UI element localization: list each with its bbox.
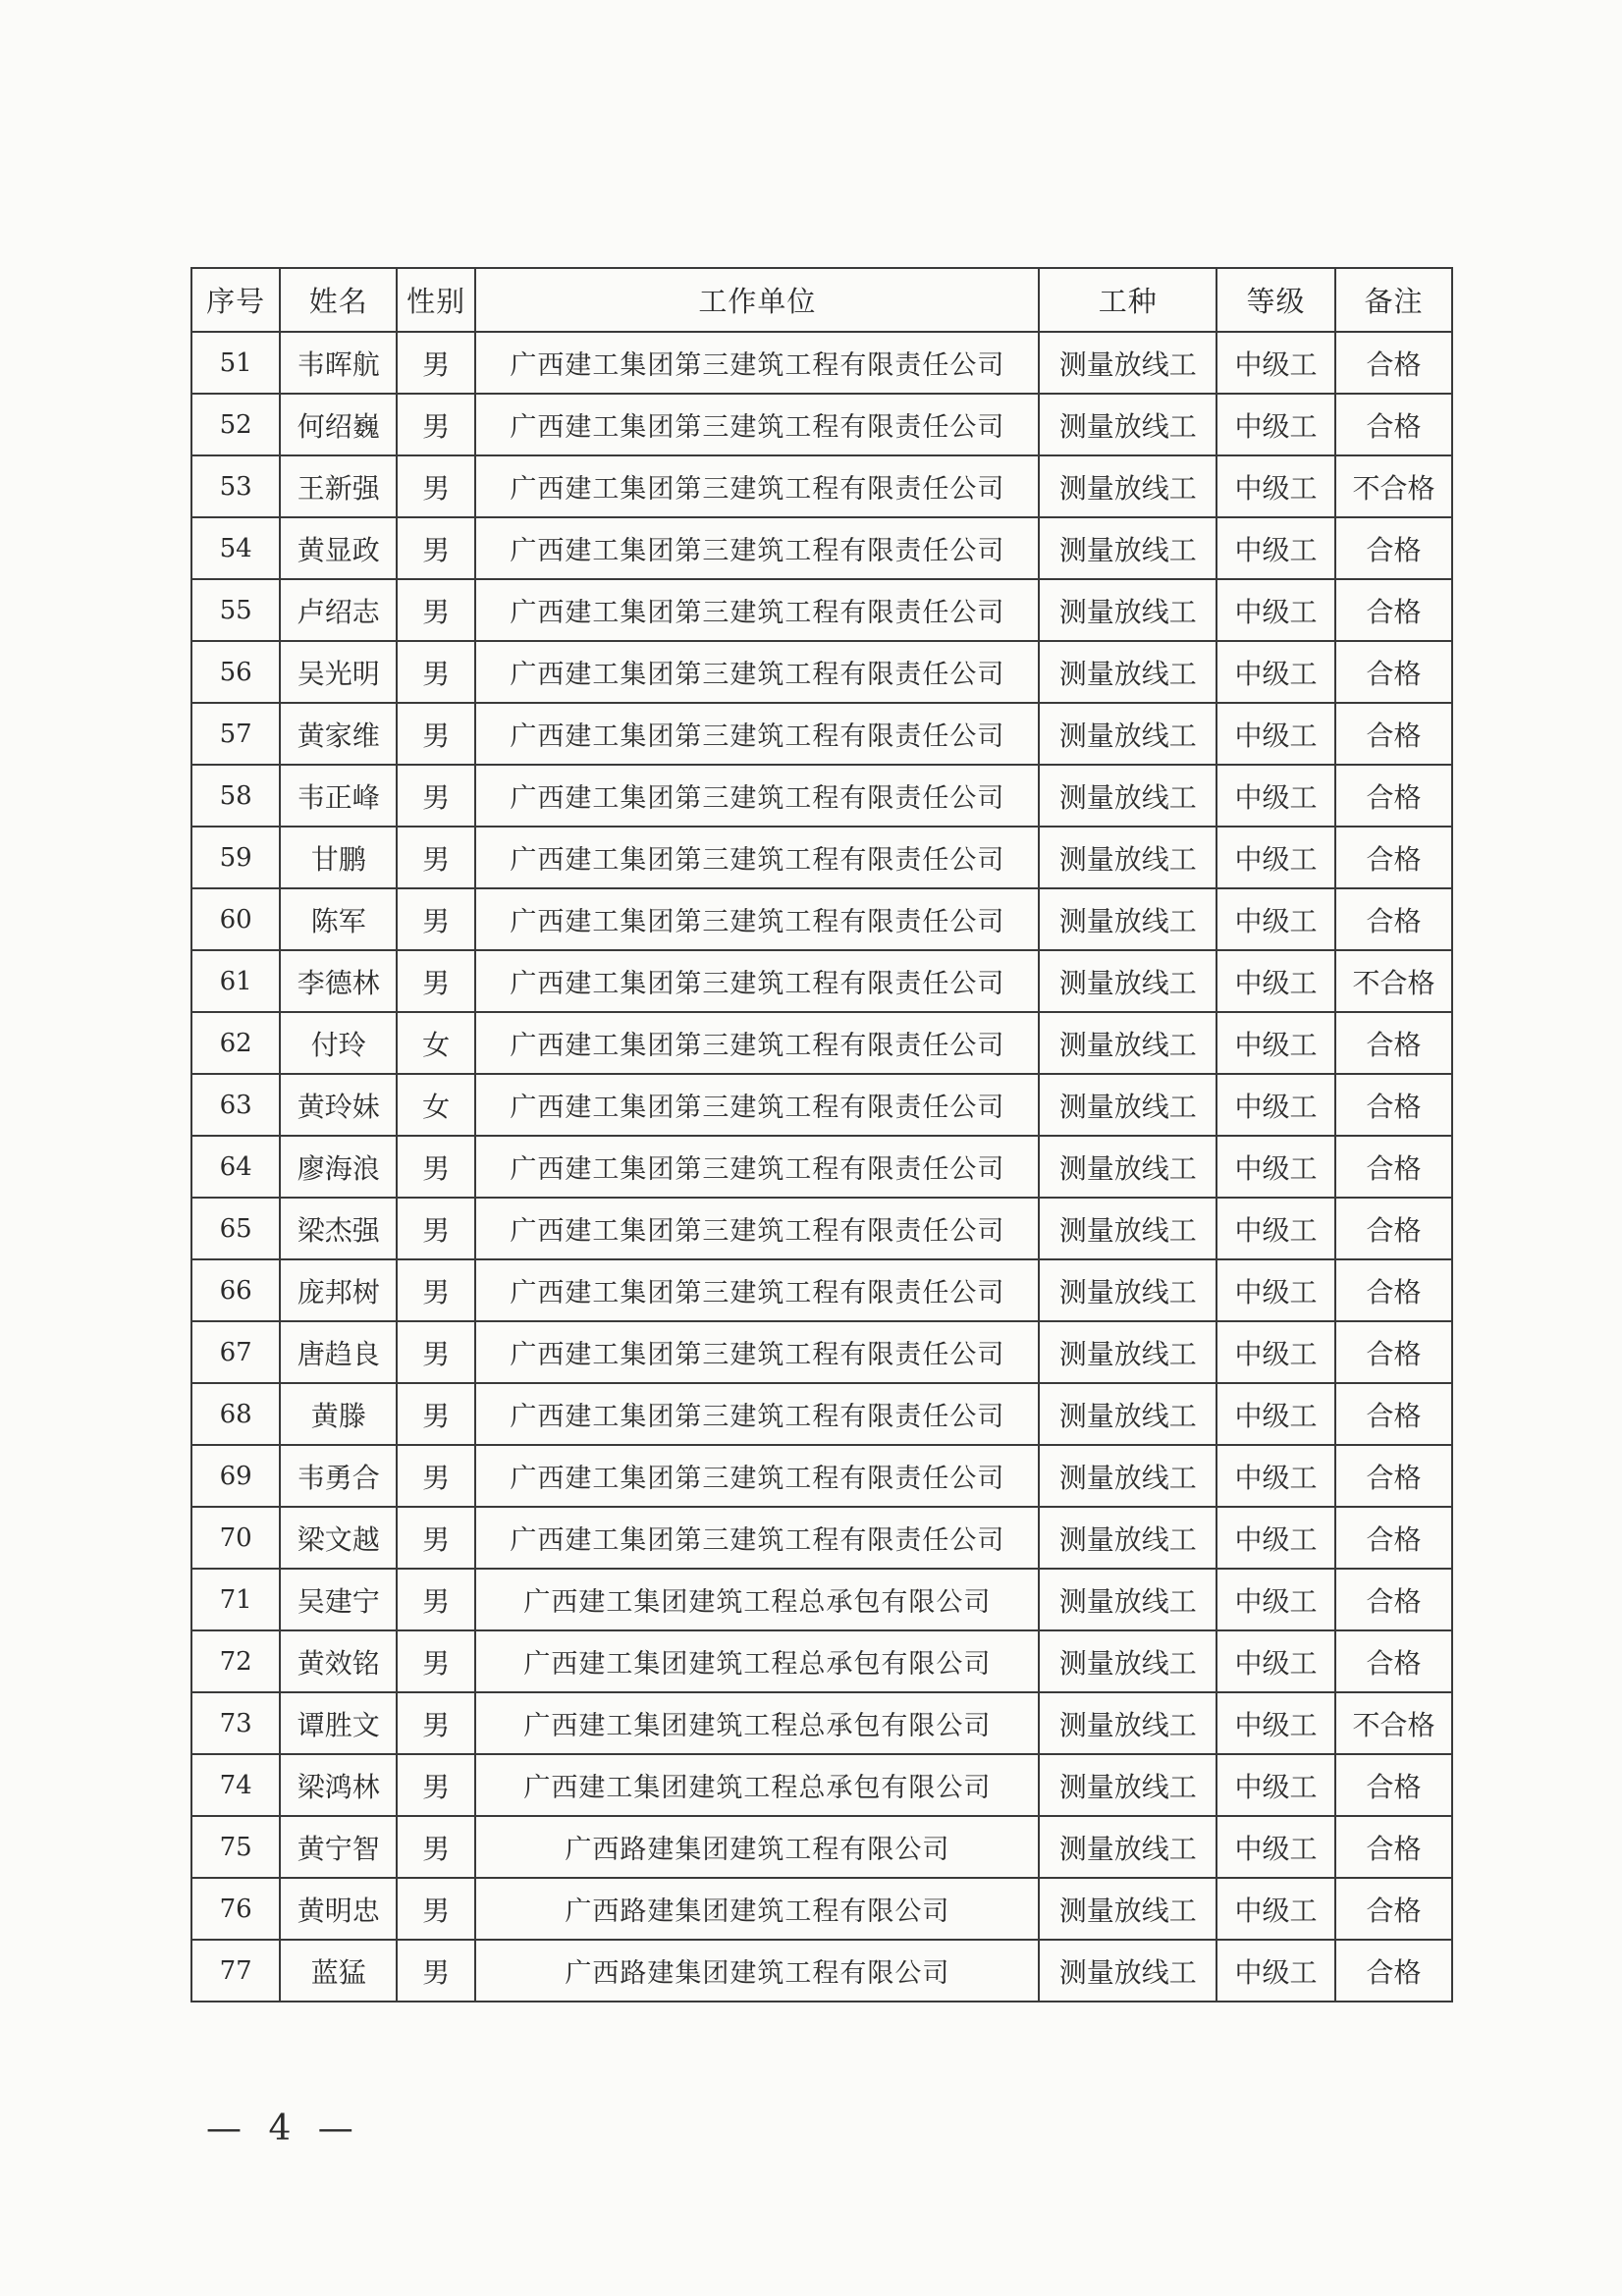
cell-remarks: 不合格 <box>1335 455 1452 517</box>
cell-remarks: 合格 <box>1335 1259 1452 1321</box>
cell-serial: 56 <box>191 641 280 703</box>
cell-gender: 男 <box>397 332 475 394</box>
cell-trade: 测量放线工 <box>1039 1878 1216 1940</box>
cell-name: 黄明忠 <box>280 1878 397 1940</box>
cell-level: 中级工 <box>1216 827 1335 888</box>
table-row <box>191 765 1452 827</box>
cell-employer: 广西建工集团第三建筑工程有限责任公司 <box>475 888 1039 950</box>
cell-trade: 测量放线工 <box>1039 1754 1216 1816</box>
cell-trade: 测量放线工 <box>1039 950 1216 1012</box>
cell-serial: 69 <box>191 1445 280 1507</box>
cell-gender: 男 <box>397 1878 475 1940</box>
cell-remarks: 合格 <box>1335 517 1452 579</box>
cell-employer: 广西建工集团第三建筑工程有限责任公司 <box>475 1507 1039 1569</box>
cell-serial: 52 <box>191 394 280 455</box>
cell-trade: 测量放线工 <box>1039 1321 1216 1383</box>
cell-employer: 广西建工集团第三建筑工程有限责任公司 <box>475 1259 1039 1321</box>
cell-remarks: 合格 <box>1335 827 1452 888</box>
cell-gender: 男 <box>397 827 475 888</box>
cell-level: 中级工 <box>1216 332 1335 394</box>
table-row <box>191 1198 1452 1259</box>
cell-gender: 男 <box>397 394 475 455</box>
cell-trade: 测量放线工 <box>1039 1630 1216 1692</box>
cell-gender: 男 <box>397 455 475 517</box>
cell-employer: 广西路建集团建筑工程有限公司 <box>475 1940 1039 2002</box>
header-name: 姓名 <box>280 268 397 332</box>
table-row <box>191 1816 1452 1878</box>
cell-serial: 77 <box>191 1940 280 2002</box>
cell-name: 何绍巍 <box>280 394 397 455</box>
table-row <box>191 1321 1452 1383</box>
cell-gender: 男 <box>397 1940 475 2002</box>
header-gender: 性别 <box>397 268 475 332</box>
cell-trade: 测量放线工 <box>1039 517 1216 579</box>
cell-gender: 男 <box>397 1816 475 1878</box>
cell-employer: 广西建工集团第三建筑工程有限责任公司 <box>475 1445 1039 1507</box>
cell-level: 中级工 <box>1216 1630 1335 1692</box>
cell-employer: 广西建工集团第三建筑工程有限责任公司 <box>475 765 1039 827</box>
cell-serial: 53 <box>191 455 280 517</box>
cell-serial: 60 <box>191 888 280 950</box>
cell-gender: 男 <box>397 1507 475 1569</box>
cell-trade: 测量放线工 <box>1039 1816 1216 1878</box>
cell-name: 韦正峰 <box>280 765 397 827</box>
cell-gender: 男 <box>397 1198 475 1259</box>
cell-serial: 70 <box>191 1507 280 1569</box>
header-trade: 工种 <box>1039 268 1216 332</box>
cell-name: 付玲 <box>280 1012 397 1074</box>
cell-trade: 测量放线工 <box>1039 1445 1216 1507</box>
cell-serial: 57 <box>191 703 280 765</box>
personnel-table <box>190 267 1453 2002</box>
cell-remarks: 不合格 <box>1335 950 1452 1012</box>
cell-serial: 65 <box>191 1198 280 1259</box>
cell-serial: 71 <box>191 1569 280 1630</box>
cell-trade: 测量放线工 <box>1039 1692 1216 1754</box>
cell-trade: 测量放线工 <box>1039 1198 1216 1259</box>
cell-gender: 男 <box>397 1259 475 1321</box>
table-header-row <box>191 268 1452 332</box>
cell-gender: 男 <box>397 579 475 641</box>
cell-level: 中级工 <box>1216 703 1335 765</box>
cell-remarks: 合格 <box>1335 1878 1452 1940</box>
cell-remarks: 合格 <box>1335 1507 1452 1569</box>
cell-gender: 男 <box>397 1136 475 1198</box>
cell-remarks: 合格 <box>1335 1383 1452 1445</box>
cell-name: 韦晖航 <box>280 332 397 394</box>
table-row <box>191 1940 1452 2002</box>
table-row <box>191 1630 1452 1692</box>
header-level: 等级 <box>1216 268 1335 332</box>
cell-trade: 测量放线工 <box>1039 827 1216 888</box>
cell-level: 中级工 <box>1216 641 1335 703</box>
cell-level: 中级工 <box>1216 394 1335 455</box>
cell-employer: 广西建工集团第三建筑工程有限责任公司 <box>475 1136 1039 1198</box>
cell-remarks: 合格 <box>1335 1321 1452 1383</box>
cell-employer: 广西建工集团建筑工程总承包有限公司 <box>475 1692 1039 1754</box>
cell-remarks: 合格 <box>1335 394 1452 455</box>
cell-level: 中级工 <box>1216 888 1335 950</box>
cell-trade: 测量放线工 <box>1039 394 1216 455</box>
table-row <box>191 1383 1452 1445</box>
cell-level: 中级工 <box>1216 1198 1335 1259</box>
cell-name: 韦勇合 <box>280 1445 397 1507</box>
cell-gender: 男 <box>397 1569 475 1630</box>
cell-employer: 广西建工集团第三建筑工程有限责任公司 <box>475 641 1039 703</box>
cell-serial: 62 <box>191 1012 280 1074</box>
cell-gender: 男 <box>397 1630 475 1692</box>
cell-level: 中级工 <box>1216 1321 1335 1383</box>
cell-gender: 男 <box>397 950 475 1012</box>
cell-employer: 广西建工集团第三建筑工程有限责任公司 <box>475 579 1039 641</box>
cell-remarks: 合格 <box>1335 1445 1452 1507</box>
cell-serial: 75 <box>191 1816 280 1878</box>
table-row <box>191 641 1452 703</box>
cell-gender: 男 <box>397 1692 475 1754</box>
cell-name: 李德林 <box>280 950 397 1012</box>
table-body <box>191 332 1452 2002</box>
cell-remarks: 合格 <box>1335 765 1452 827</box>
cell-remarks: 合格 <box>1335 1074 1452 1136</box>
cell-serial: 76 <box>191 1878 280 1940</box>
cell-gender: 女 <box>397 1074 475 1136</box>
cell-name: 梁鸿林 <box>280 1754 397 1816</box>
table-row <box>191 1692 1452 1754</box>
header-employer: 工作单位 <box>475 268 1039 332</box>
cell-employer: 广西建工集团建筑工程总承包有限公司 <box>475 1754 1039 1816</box>
cell-level: 中级工 <box>1216 1445 1335 1507</box>
cell-remarks: 合格 <box>1335 1754 1452 1816</box>
table-row <box>191 455 1452 517</box>
cell-name: 吴建宁 <box>280 1569 397 1630</box>
cell-employer: 广西建工集团第三建筑工程有限责任公司 <box>475 455 1039 517</box>
cell-remarks: 合格 <box>1335 332 1452 394</box>
cell-level: 中级工 <box>1216 579 1335 641</box>
cell-remarks: 合格 <box>1335 641 1452 703</box>
cell-level: 中级工 <box>1216 1507 1335 1569</box>
cell-trade: 测量放线工 <box>1039 1074 1216 1136</box>
cell-name: 黄宁智 <box>280 1816 397 1878</box>
cell-name: 黄家维 <box>280 703 397 765</box>
cell-gender: 男 <box>397 517 475 579</box>
cell-remarks: 不合格 <box>1335 1692 1452 1754</box>
cell-employer: 广西建工集团第三建筑工程有限责任公司 <box>475 827 1039 888</box>
cell-remarks: 合格 <box>1335 1816 1452 1878</box>
cell-gender: 男 <box>397 1445 475 1507</box>
cell-trade: 测量放线工 <box>1039 1259 1216 1321</box>
cell-employer: 广西建工集团第三建筑工程有限责任公司 <box>475 332 1039 394</box>
cell-trade: 测量放线工 <box>1039 332 1216 394</box>
cell-remarks: 合格 <box>1335 888 1452 950</box>
table-row <box>191 1259 1452 1321</box>
cell-trade: 测量放线工 <box>1039 1507 1216 1569</box>
cell-trade: 测量放线工 <box>1039 455 1216 517</box>
cell-remarks: 合格 <box>1335 1136 1452 1198</box>
cell-serial: 58 <box>191 765 280 827</box>
cell-employer: 广西建工集团第三建筑工程有限责任公司 <box>475 394 1039 455</box>
cell-name: 黄玲妹 <box>280 1074 397 1136</box>
cell-trade: 测量放线工 <box>1039 579 1216 641</box>
table-row <box>191 1754 1452 1816</box>
cell-remarks: 合格 <box>1335 1940 1452 2002</box>
cell-gender: 男 <box>397 703 475 765</box>
cell-employer: 广西建工集团建筑工程总承包有限公司 <box>475 1569 1039 1630</box>
cell-serial: 72 <box>191 1630 280 1692</box>
table-row <box>191 579 1452 641</box>
cell-serial: 55 <box>191 579 280 641</box>
cell-level: 中级工 <box>1216 765 1335 827</box>
cell-trade: 测量放线工 <box>1039 765 1216 827</box>
cell-name: 王新强 <box>280 455 397 517</box>
cell-name: 梁杰强 <box>280 1198 397 1259</box>
cell-level: 中级工 <box>1216 455 1335 517</box>
cell-gender: 男 <box>397 888 475 950</box>
cell-serial: 51 <box>191 332 280 394</box>
cell-name: 蓝猛 <box>280 1940 397 2002</box>
cell-gender: 女 <box>397 1012 475 1074</box>
cell-serial: 67 <box>191 1321 280 1383</box>
cell-employer: 广西路建集团建筑工程有限公司 <box>475 1878 1039 1940</box>
cell-level: 中级工 <box>1216 1878 1335 1940</box>
cell-name: 甘鹏 <box>280 827 397 888</box>
cell-trade: 测量放线工 <box>1039 1136 1216 1198</box>
cell-name: 庞邦树 <box>280 1259 397 1321</box>
table-row <box>191 1445 1452 1507</box>
table-row <box>191 394 1452 455</box>
cell-name: 梁文越 <box>280 1507 397 1569</box>
cell-trade: 测量放线工 <box>1039 888 1216 950</box>
cell-employer: 广西建工集团第三建筑工程有限责任公司 <box>475 1074 1039 1136</box>
page-number: — 4 — <box>206 2109 361 2149</box>
cell-gender: 男 <box>397 1321 475 1383</box>
cell-gender: 男 <box>397 1754 475 1816</box>
header-serial: 序号 <box>191 268 280 332</box>
cell-trade: 测量放线工 <box>1039 1383 1216 1445</box>
cell-employer: 广西建工集团第三建筑工程有限责任公司 <box>475 1198 1039 1259</box>
cell-level: 中级工 <box>1216 1692 1335 1754</box>
cell-level: 中级工 <box>1216 1940 1335 2002</box>
cell-employer: 广西建工集团第三建筑工程有限责任公司 <box>475 1321 1039 1383</box>
cell-name: 黄显政 <box>280 517 397 579</box>
table-row <box>191 1136 1452 1198</box>
cell-name: 吴光明 <box>280 641 397 703</box>
cell-remarks: 合格 <box>1335 1012 1452 1074</box>
cell-employer: 广西建工集团第三建筑工程有限责任公司 <box>475 1383 1039 1445</box>
cell-level: 中级工 <box>1216 1259 1335 1321</box>
table-row <box>191 1074 1452 1136</box>
cell-employer: 广西路建集团建筑工程有限公司 <box>475 1816 1039 1878</box>
cell-serial: 63 <box>191 1074 280 1136</box>
cell-name: 卢绍志 <box>280 579 397 641</box>
cell-trade: 测量放线工 <box>1039 641 1216 703</box>
cell-serial: 66 <box>191 1259 280 1321</box>
cell-name: 黄滕 <box>280 1383 397 1445</box>
cell-trade: 测量放线工 <box>1039 703 1216 765</box>
cell-name: 唐趋良 <box>280 1321 397 1383</box>
cell-level: 中级工 <box>1216 1012 1335 1074</box>
cell-trade: 测量放线工 <box>1039 1012 1216 1074</box>
cell-employer: 广西建工集团第三建筑工程有限责任公司 <box>475 1012 1039 1074</box>
cell-serial: 73 <box>191 1692 280 1754</box>
table-row <box>191 703 1452 765</box>
cell-employer: 广西建工集团建筑工程总承包有限公司 <box>475 1630 1039 1692</box>
cell-level: 中级工 <box>1216 1569 1335 1630</box>
cell-trade: 测量放线工 <box>1039 1569 1216 1630</box>
cell-serial: 54 <box>191 517 280 579</box>
cell-level: 中级工 <box>1216 1383 1335 1445</box>
cell-trade: 测量放线工 <box>1039 1940 1216 2002</box>
cell-name: 廖海浪 <box>280 1136 397 1198</box>
cell-remarks: 合格 <box>1335 703 1452 765</box>
cell-name: 谭胜文 <box>280 1692 397 1754</box>
table-row <box>191 1012 1452 1074</box>
cell-employer: 广西建工集团第三建筑工程有限责任公司 <box>475 517 1039 579</box>
cell-name: 黄效铭 <box>280 1630 397 1692</box>
cell-gender: 男 <box>397 1383 475 1445</box>
table-row <box>191 1507 1452 1569</box>
cell-serial: 59 <box>191 827 280 888</box>
header-remarks: 备注 <box>1335 268 1452 332</box>
cell-name: 陈军 <box>280 888 397 950</box>
cell-level: 中级工 <box>1216 1136 1335 1198</box>
cell-gender: 男 <box>397 765 475 827</box>
table-row <box>191 950 1452 1012</box>
cell-gender: 男 <box>397 641 475 703</box>
table-row <box>191 517 1452 579</box>
cell-serial: 74 <box>191 1754 280 1816</box>
cell-remarks: 合格 <box>1335 579 1452 641</box>
cell-employer: 广西建工集团第三建筑工程有限责任公司 <box>475 703 1039 765</box>
cell-level: 中级工 <box>1216 1816 1335 1878</box>
cell-serial: 64 <box>191 1136 280 1198</box>
table-row <box>191 1878 1452 1940</box>
cell-level: 中级工 <box>1216 517 1335 579</box>
table-row <box>191 888 1452 950</box>
table-row <box>191 1569 1452 1630</box>
cell-remarks: 合格 <box>1335 1198 1452 1259</box>
cell-remarks: 合格 <box>1335 1569 1452 1630</box>
table-row <box>191 827 1452 888</box>
cell-level: 中级工 <box>1216 1074 1335 1136</box>
cell-serial: 68 <box>191 1383 280 1445</box>
cell-serial: 61 <box>191 950 280 1012</box>
table-row <box>191 332 1452 394</box>
cell-level: 中级工 <box>1216 1754 1335 1816</box>
cell-level: 中级工 <box>1216 950 1335 1012</box>
cell-remarks: 合格 <box>1335 1630 1452 1692</box>
cell-employer: 广西建工集团第三建筑工程有限责任公司 <box>475 950 1039 1012</box>
